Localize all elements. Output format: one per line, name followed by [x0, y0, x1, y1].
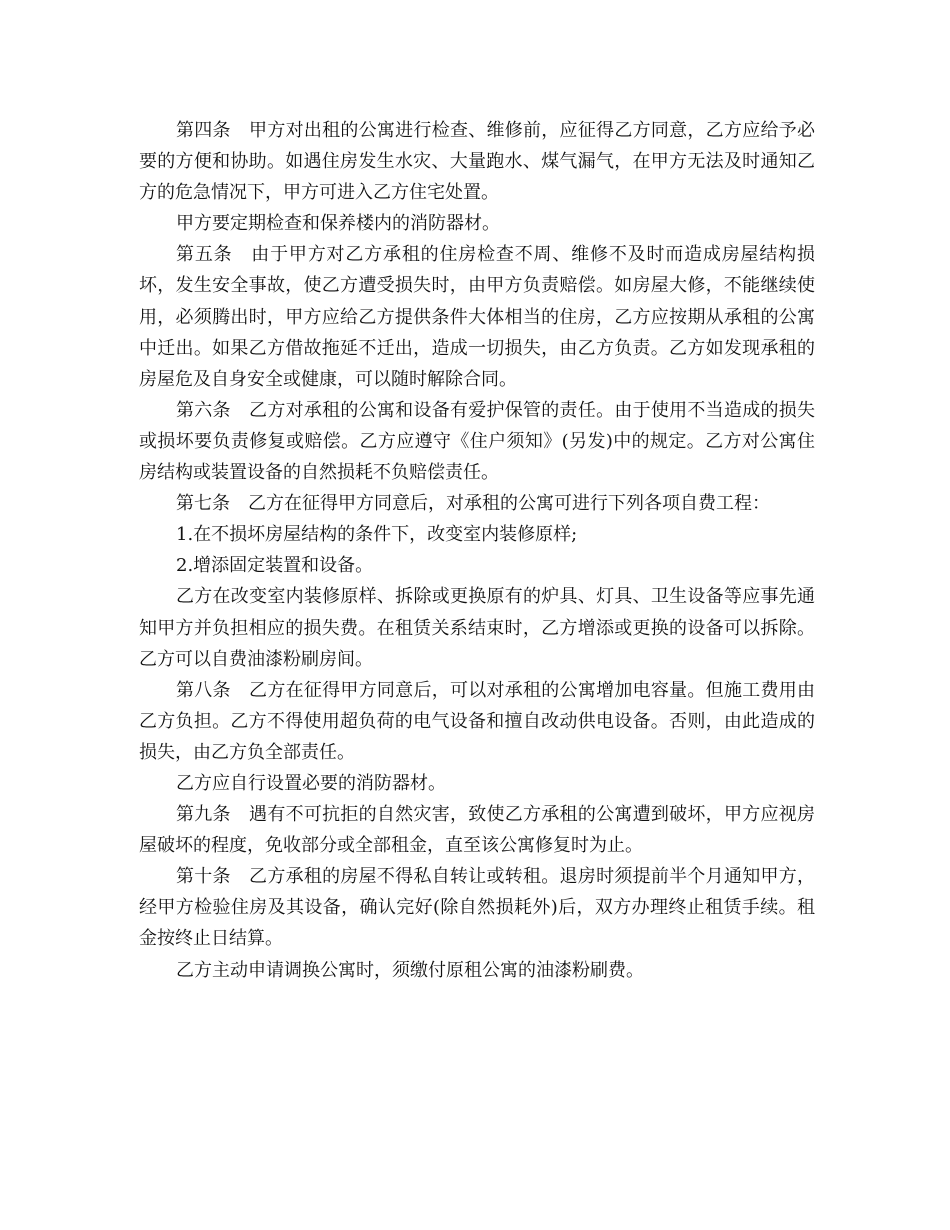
paragraph-fire-equipment-check: 甲方要定期检查和保养楼内的消防器材。 [176, 213, 500, 235]
paragraph-renovation-notice: 乙方在改变室内装修原样、拆除或更换原有的炉具、灯具、卫生设备等应事先通知甲方并负担相应的损失费。在租赁关系结束时，乙方增添或更换的设备可以拆除。乙方可以自费油漆粉刷房间。 [139, 586, 815, 670]
paragraph-article-8: 第八条 乙方在征得甲方同意后，可以对承租的公寓增加电容量。但施工费用由乙方负担。乙方不得使用超负荷的电气设备和擅自改动供电设备。否则，由此造成的损失，由乙方负全部责任。 [139, 679, 815, 763]
paragraph-article-7: 第七条 乙方在征得甲方同意后，对承租的公寓可进行下列各项自费工程： [176, 493, 770, 515]
paragraph-article-7-item-1: 1.在不损坏房屋结构的条件下，改变室内装修原样; [176, 524, 578, 546]
paragraph-exchange-fee: 乙方主动申请调换公寓时，须缴付原租公寓的油漆粉刷费。 [176, 959, 644, 981]
paragraph-article-10: 第十条 乙方承租的房屋不得私自转让或转租。退房时须提前半个月通知甲方，经甲方检验住房及其设备，确认完好(除自然损耗外)后，双方办理终止租赁手续。租金按终止日结算。 [139, 866, 815, 950]
paragraph-article-7-item-2: 2.增添固定装置和设备。 [176, 555, 374, 577]
paragraph-fire-equipment-tenant: 乙方应自行设置必要的消防器材。 [176, 772, 446, 794]
paragraph-article-5: 第五条 由于甲方对乙方承租的住房检查不周、维修不及时而造成房屋结构损坏，发生安全事故，使乙方遭受损失时，由甲方负责赔偿。如房屋大修，不能继续使用，必须腾出时，甲方应给乙方提供条件大体相当的住房，乙方应按期从承租的公寓中迁出。如果乙方借故拖延不迁出，造成一切损失，由乙方负责。乙方如发现承租的房屋危及自身安全或健康，可以随时解除合同。 [139, 244, 815, 390]
paragraph-article-6: 第六条 乙方对承租的公寓和设备有爱护保管的责任。由于使用不当造成的损失或损坏要负责修复或赔偿。乙方应遵守《住户须知》(另发)中的规定。乙方对公寓住房结构或装置设备的自然损耗不负赔偿责任。 [139, 399, 815, 484]
document-body [139, 115, 815, 986]
paragraph-article-9: 第九条 遇有不可抗拒的自然灾害，致使乙方承租的公寓遭到破坏，甲方应视房屋破坏的程度，免收部分或全部租金，直至该公寓修复时为止。 [139, 804, 815, 857]
paragraph-article-4: 第四条 甲方对出租的公寓进行检查、维修前，应征得乙方同意，乙方应给予必要的方便和协助。如遇住房发生水灾、大量跑水、煤气漏气，在甲方无法及时通知乙方的危急情况下，甲方可进入乙方住宅处置。 [139, 120, 815, 204]
